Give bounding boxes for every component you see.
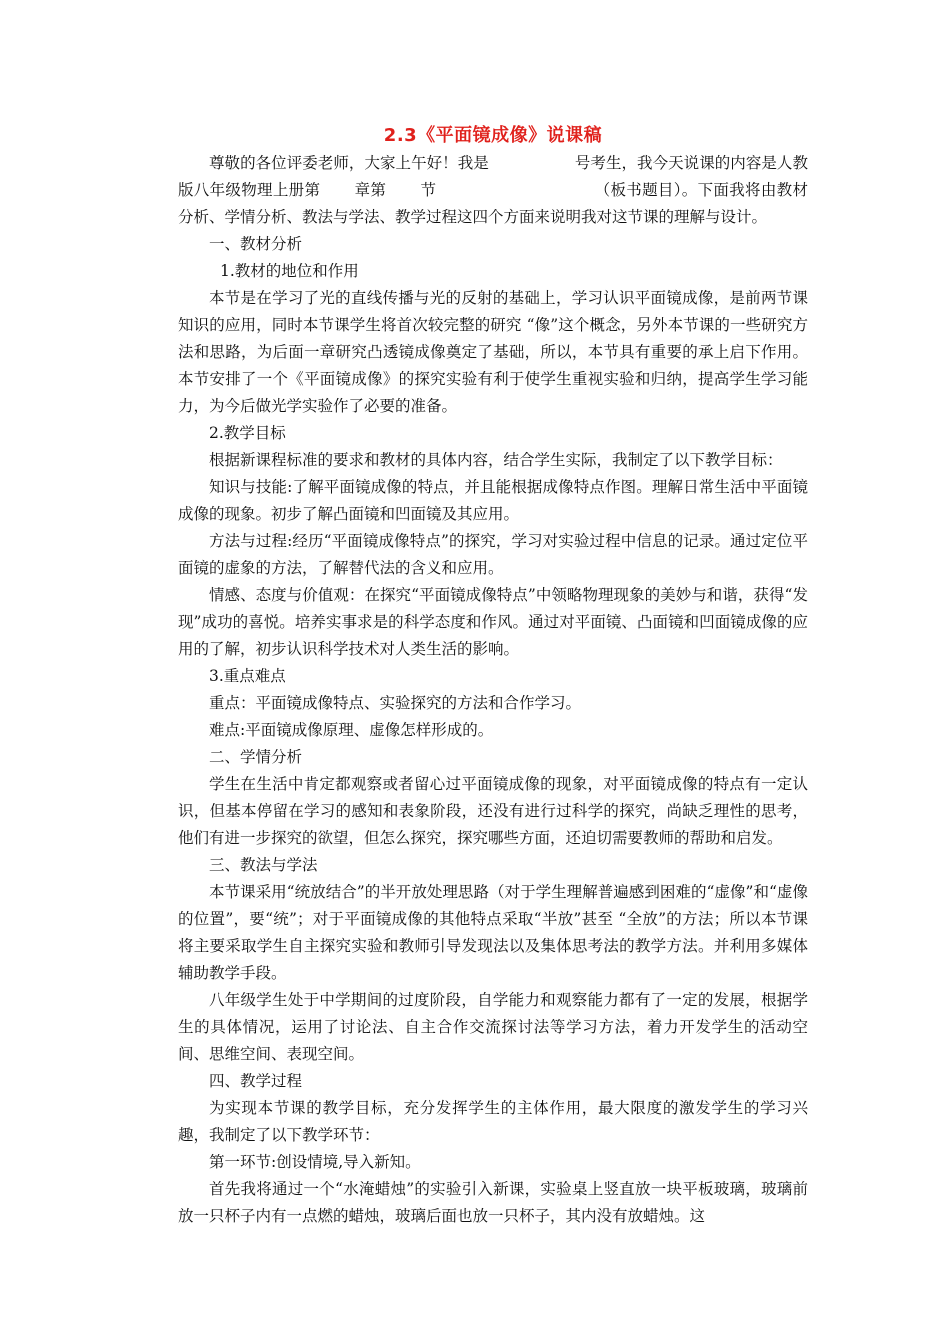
section-4-heading: 四、教学过程	[209, 1072, 303, 1090]
difficult-point: 难点:平面镜成像原理、虚像怎样形成的。	[209, 721, 494, 739]
section-1-3-heading: 3.重点难点	[209, 667, 286, 685]
intro-greeting: 尊敬的各位评委老师，大家上午好！我是	[209, 154, 489, 172]
goal-emotion: 情感、态度与价值观：在探究“平面镜成像特点”中领略物理现象的美妙与和谐，获得“发现”成功的喜悦。培养实事求是的科学态度和作风。通过对平面镜、凸面镜和凹面镜成像的应用的了解，初步认识科学技术对人类生活的影响。	[178, 586, 808, 658]
section-1-1-heading: 1.教材的地位和作用	[220, 262, 359, 280]
intro-paragraph	[178, 150, 808, 231]
section-1-2-heading: 2.教学目标	[209, 424, 286, 442]
goal-knowledge: 知识与技能:了解平面镜成像的特点，并且能根据成像特点作图。理解日常生活中平面镜成像的现象。初步了解凸面镜和凹面镜及其应用。	[178, 478, 808, 523]
section-4-intro: 为实现本节课的教学目标，充分发挥学生的主体作用，最大限度的激发学生的学习兴趣，我制定了以下教学环节：	[178, 1099, 808, 1144]
document-title: 2.3《平面镜成像》说课稿	[383, 125, 603, 146]
intro-mid2: 章第	[354, 181, 387, 199]
key-point: 重点：平面镜成像特点、实验探究的方法和合作学习。	[209, 694, 582, 712]
section-1-1-text: 本节是在学习了光的直线传播与光的反射的基础上，学习认识平面镜成像，是前两节课知识的应用，同时本节课学生将首次较完整的研究 “像”这个概念，另外本节课的一些研究方法和思路，为后面一章研究凸透镜成像奠定了基础，所以，本节具有重要的承上启下作用。本节安排了一个《平面镜成像》的探究实验有利于使学生重视实验和归纳，提高学生学习能力，为今后做光学实验作了必要的准备。	[178, 289, 808, 415]
step-1-heading: 第一环节:创设情境,导入新知。	[209, 1153, 421, 1171]
section-3-heading: 三、教法与学法	[209, 856, 318, 874]
section-3-paragraph-2: 八年级学生处于中学期间的过度阶段，自学能力和观察能力都有了一定的发展，根据学生的具体情况，运用了讨论法、自主合作交流探讨法等学习方法，着力开发学生的活动空间、思维空间、表现空间。	[178, 991, 808, 1063]
intro-tail: （板书题目）。下面我将由教材分析、学情分析、教法与学法、教学过程这四个方面来说明我对这节课的理解与设计。	[178, 181, 808, 226]
step-1-text: 首先我将通过一个“水淹蜡烛”的实验引入新课，实验桌上竖直放一块平板玻璃，玻璃前放一只杯子内有一点燃的蜡烛，玻璃后面也放一只杯子，其内没有放蜡烛。这	[178, 1180, 808, 1225]
section-1-heading: 一、教材分析	[209, 235, 303, 253]
section-2-heading: 二、学情分析	[209, 748, 303, 766]
section-2-text: 学生在生活中肯定都观察或者留心过平面镜成像的现象，对平面镜成像的特点有一定认识，但基本停留在学习的感知和表象阶段，还没有进行过科学的探究，尚缺乏理性的思考，他们有进一步探究的欲望，但怎么探究，探究哪些方面，还迫切需要教师的帮助和启发。	[178, 775, 808, 847]
document-body	[178, 122, 808, 1230]
intro-mid3: 节	[420, 181, 437, 199]
intro-mid1: 号考生，我今天说课的内容是人教版八年级物理上册第	[178, 154, 808, 199]
section-3-paragraph-1: 本节课采用“统放结合”的半开放处理思路（对于学生理解普遍感到困难的“虚像”和“虚像的位置”，要“统”；对于平面镜成像的其他特点采取“半放”甚至 “全放”的方法；所以本节课将主要采取学生自主探究实验和教师引导发现法以及集体思考法的教学方法。并利用多媒体辅助教学手段。	[178, 883, 808, 982]
section-1-2-intro: 根据新课程标准的要求和教材的具体内容，结合学生实际，我制定了以下教学目标：	[209, 451, 783, 469]
goal-method: 方法与过程:经历“平面镜成像特点”的探究，学习对实验过程中信息的记录。通过定位平面镜的虚象的方法，了解替代法的含义和应用。	[178, 532, 808, 577]
